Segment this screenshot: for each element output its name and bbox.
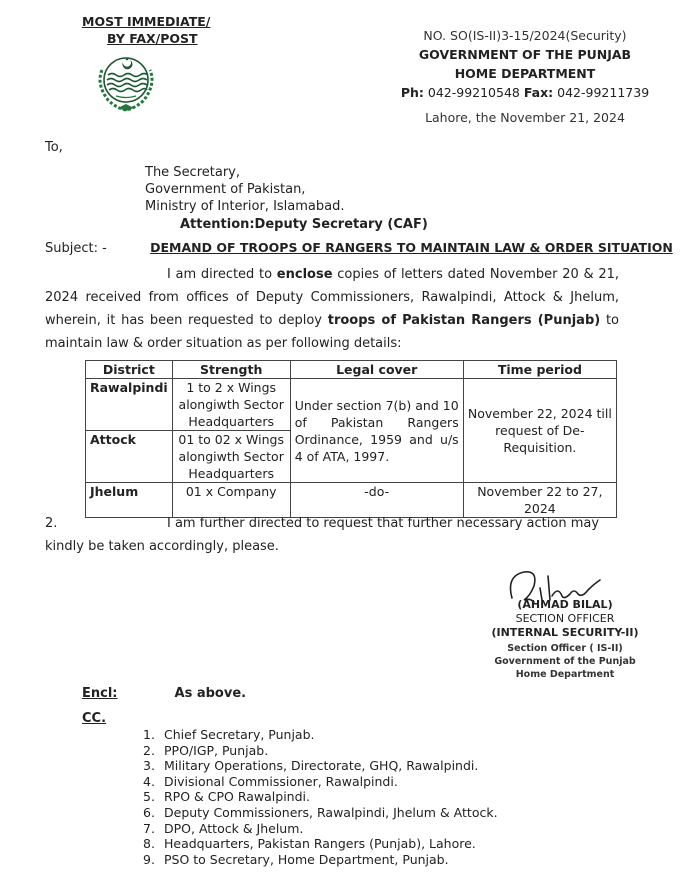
phone-number: 042-99210548: [427, 85, 520, 100]
item-number: 7.: [143, 820, 155, 836]
signature-block: [480, 568, 650, 681]
header-legal-cover: Legal cover: [290, 361, 463, 379]
priority-line-2: BY FAX/POST: [107, 31, 198, 46]
stamp-line-1: Section Officer ( IS-II): [507, 643, 623, 654]
list-item: [143, 743, 498, 759]
item-text: Headquarters, Pakistan Rangers (Punjab), Lahore.: [164, 836, 476, 852]
signatory-unit: (INTERNAL SECURITY-II): [491, 626, 639, 639]
p1-text-c: copies of letters dated November 20 & 21, 2024 received from offices of Deputy Commissioners, Rawalpindi, Attock & Jhelum, wherein, it has been requested to deploy: [45, 267, 619, 328]
item-text: DPO, Attock & Jhelum.: [164, 820, 304, 836]
priority-line-1: MOST IMMEDIATE/: [82, 14, 211, 29]
deployment-details-table: [85, 360, 617, 518]
list-item: [143, 836, 498, 852]
p1-emphasis-troops: troops of Pakistan Rangers (Punjab): [327, 313, 601, 328]
table-header-row: [86, 361, 617, 379]
p1-text-a: I am directed to: [167, 267, 277, 282]
item-text: Military Operations, Directorate, GHQ, Rawalpindi.: [164, 758, 479, 774]
addressee-line-2: Government of Pakistan,: [145, 182, 306, 197]
list-item: [143, 852, 498, 868]
cell-legal-cover: -do-: [290, 483, 463, 518]
reference-number: NO. SO(IS-II)3-15/2024(Security): [423, 28, 627, 43]
letter-date: Lahore, the November 21, 2024: [425, 110, 625, 125]
addressee-line-1: The Secretary,: [145, 165, 240, 180]
department-name: HOME DEPARTMENT: [454, 66, 596, 81]
header-time-period: Time period: [463, 361, 616, 379]
signatory-name: (AHMAD BILAL): [517, 598, 613, 611]
list-item: [143, 789, 498, 805]
cc-label: CC.: [82, 711, 107, 726]
item-text: Chief Secretary, Punjab.: [164, 727, 315, 742]
table-row: [86, 379, 617, 431]
subject-line: [45, 240, 673, 256]
p2-text: I am further directed to request that further necessary action may kindly be taken accordingly, please.: [45, 516, 600, 554]
attention-value: Deputy Secretary (CAF): [254, 217, 428, 232]
item-number: 1.: [143, 727, 155, 742]
letterhead: [390, 26, 660, 127]
cell-district: Jhelum: [86, 483, 173, 518]
attention-line: [180, 217, 428, 232]
enclosure-label: Encl:: [82, 686, 118, 701]
paragraph-number: 2.: [45, 516, 58, 531]
attention-label: Attention:: [180, 217, 255, 232]
stamp-line-2: Government of the Punjab: [494, 656, 636, 667]
cell-legal-cover: Under section 7(b) and 10 of Pakistan Rangers Ordinance, 1959 and u/s 4 of ATA, 1997.: [290, 379, 463, 483]
item-number: 8.: [143, 836, 155, 852]
cell-strength: 01 to 02 x Wings alongiwth Sector Headquarters: [172, 431, 290, 483]
item-text: PSO to Secretary, Home Department, Punjab.: [164, 851, 449, 867]
item-number: 2.: [143, 742, 155, 758]
item-number: 3.: [143, 758, 155, 774]
subject-text: DEMAND OF TROOPS OF RANGERS TO MAINTAIN LAW & ORDER SITUATION: [150, 240, 673, 255]
list-item: [143, 774, 498, 790]
official-stamp: [480, 642, 650, 681]
item-number: 6.: [143, 804, 155, 820]
cc-list: [143, 727, 498, 867]
item-number: 9.: [143, 851, 155, 867]
body-paragraph-1: [45, 263, 619, 355]
subject-label: Subject: -: [45, 241, 107, 256]
cell-time-period: November 22, 2024 till request of De-Requisition.: [463, 379, 616, 483]
item-number: 5.: [143, 789, 155, 805]
contact-line: [390, 83, 660, 102]
addressee-line-3: Ministry of Interior, Islamabad.: [145, 199, 345, 214]
signatory-title: SECTION OFFICER: [515, 612, 615, 625]
phone-label: Ph:: [400, 85, 424, 100]
priority-marking: [82, 13, 210, 47]
cell-strength: 1 to 2 x Wings alongiwth Sector Headquarters: [172, 379, 290, 431]
org-name: GOVERNMENT OF THE PUNJAB: [418, 47, 632, 62]
list-item: [143, 821, 498, 837]
item-text: Deputy Commissioners, Rawalpindi, Jhelum & Attock.: [164, 804, 498, 820]
cell-district: Rawalpindi: [86, 379, 173, 431]
item-number: 4.: [143, 773, 155, 789]
list-item: [143, 805, 498, 821]
enclosure-line: [82, 686, 246, 701]
enclosure-value: As above.: [174, 686, 247, 701]
item-text: RPO & CPO Rawalpindi.: [164, 789, 310, 805]
cell-strength: 01 x Company: [172, 483, 290, 518]
government-of-punjab-emblem-icon: [88, 48, 164, 116]
list-item: [143, 727, 498, 743]
header-district: District: [86, 361, 173, 379]
list-item: [143, 758, 498, 774]
fax-number: 042-99211739: [557, 85, 650, 100]
item-text: Divisional Commissioner, Rawalpindi.: [164, 773, 398, 789]
fax-label: Fax:: [523, 85, 554, 100]
item-text: PPO/IGP, Punjab.: [164, 742, 269, 758]
to-label: To,: [45, 140, 63, 155]
cell-district: Attock: [86, 431, 173, 483]
header-strength: Strength: [172, 361, 290, 379]
addressee-block: [145, 164, 345, 215]
stamp-line-3: Home Department: [515, 669, 615, 680]
p1-text-e: to maintain law & order situation as per following details:: [45, 313, 619, 351]
p1-emphasis-enclose: enclose: [276, 267, 333, 282]
body-paragraph-2: [45, 512, 619, 558]
cell-time-period: November 22 to 27, 2024: [463, 483, 616, 518]
